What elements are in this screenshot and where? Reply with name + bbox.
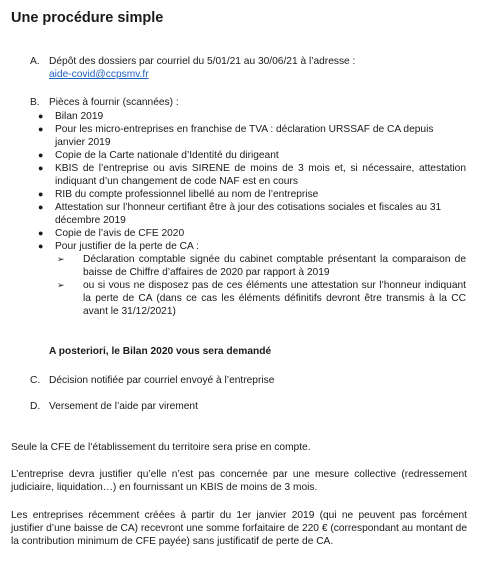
item-a-description: Dépôt des dossiers par courriel du 5/01/21 au 30/06/21 à l’adresse : (49, 56, 356, 67)
bullet-icon: ● (38, 163, 44, 173)
item-c-letter: C. (30, 375, 41, 386)
kbis-paragraph: L’entreprise devra justifier qu’elle n’est pas concernée par une mesure collective (redressement judiciaire, liquidation…) en fournissant un KBIS de moins de 3 mois. (11, 469, 467, 493)
list-item: ● Attestation sur l’honneur certifiant être à jour des cotisations sociales et fiscales au 31 décembre 2019 (38, 202, 442, 226)
page-title: Une procédure simple (11, 10, 164, 26)
list-item: ● Pour justifier de la perte de CA : ➢ Déclaration comptable signée du cabinet comptable présentant la comparaison de baisse de Chiffre d’affaires de 2020 par rapport à 2019 ➢ ou si vous ne disposez pas de ces éléments une attestation sur l’honneur indiquant la perte de CA (dans ce cas les éléments définitifs devront être transmis à la CC avant le 31/12/2021) (38, 241, 466, 317)
bullet-icon: ● (38, 202, 44, 212)
cfe-paragraph: Seule la CFE de l’établissement du territoire sera prise en compte. (11, 442, 311, 453)
documents-list (36, 110, 466, 318)
list-item: ● Bilan 2019 (38, 111, 104, 122)
list-item: ● Copie de la Carte nationale d’Identité du dirigeant (38, 150, 279, 161)
item-b-letter: B. (30, 97, 40, 108)
bullet-icon: ● (38, 241, 44, 251)
item-d-letter: D. (30, 401, 41, 412)
bullet-icon: ● (38, 228, 44, 238)
new-business-paragraph: Les entreprises récemment créées à partir du 1er janvier 2019 (qui ne peuvent pas forcément justifier d’une baisse de CA) recevront une somme forfaitaire de 220 € (correspondant au montant de la contribution minimum de CFE payée) sans justificatif de perte de CA. (11, 510, 467, 547)
bilan-note: A posteriori, le Bilan 2020 vous sera demandé (49, 346, 272, 357)
item-c-text: Décision notifiée par courriel envoyé à l’entreprise (49, 375, 275, 386)
list-item: ● Copie de l’avis de CFE 2020 (38, 228, 185, 239)
arrowhead-icon: ➢ (57, 254, 65, 264)
sub-list-item: ➢ Déclaration comptable signée du cabinet comptable présentant la comparaison de baisse de Chiffre d’affaires de 2020 par rapport à 2019 (57, 254, 466, 278)
arrowhead-icon: ➢ (57, 280, 65, 290)
item-a-text (49, 55, 469, 81)
list-item: ● RIB du compte professionnel libellé au nom de l’entreprise (38, 189, 319, 200)
sub-list-item: ➢ ou si vous ne disposez pas de ces éléments une attestation sur l’honneur indiquant la perte de CA (dans ce cas les éléments définitifs devront être transmis à la CC avant le 31/12/2021) (57, 280, 466, 317)
bullet-icon: ● (38, 111, 44, 121)
list-item: ● Pour les micro-entreprises en franchise de TVA : déclaration URSSAF de CA depuis janvier 2019 (38, 124, 434, 148)
bullet-icon: ● (38, 150, 44, 160)
bullet-icon: ● (38, 189, 44, 199)
email-link[interactable]: aide-covid@ccpsmv.fr (49, 69, 149, 80)
item-b-text: Pièces à fournir (scannées) : (49, 97, 179, 108)
item-a-letter: A. (30, 56, 40, 67)
item-d-text: Versement de l’aide par virement (49, 401, 198, 412)
loss-proof-sublist (55, 253, 466, 318)
bullet-icon: ● (38, 124, 44, 134)
list-item: ● KBIS de l’entreprise ou avis SIRENE de moins de 3 mois et, si nécessaire, attestation indiquant d’un changement de code NAF est en cours (38, 163, 466, 187)
